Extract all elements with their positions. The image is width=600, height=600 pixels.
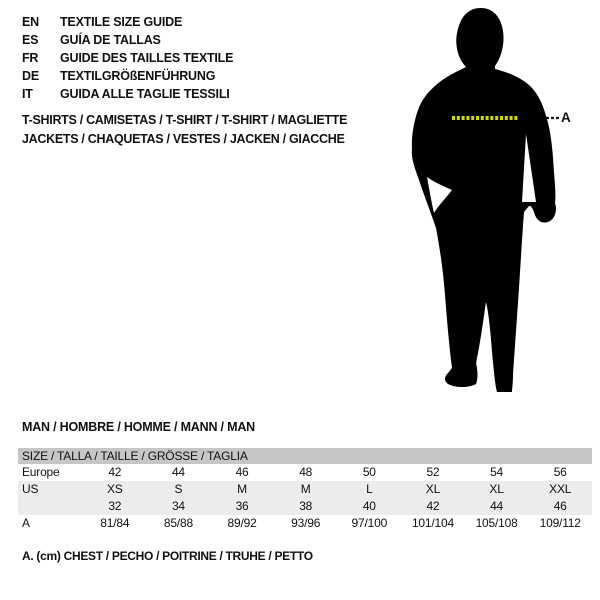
size-cell: XS: [83, 481, 147, 498]
size-cell: 32: [83, 498, 147, 515]
size-cell: 97/100: [351, 516, 388, 530]
language-code: FR: [22, 51, 39, 65]
size-cell: 85/88: [163, 516, 193, 530]
size-table: [18, 448, 592, 532]
language-row-fr: [22, 49, 233, 67]
size-cell: XL: [401, 481, 465, 498]
size-cell: 42: [108, 465, 122, 479]
size-cell: 34: [147, 498, 211, 515]
size-cell: 40: [338, 498, 402, 515]
category-tshirts: T-SHIRTS / CAMISETAS / T-SHIRT / T-SHIRT / MAGLIETTE: [22, 113, 348, 127]
size-cell: 81/84: [100, 516, 130, 530]
language-row-de: [22, 67, 233, 85]
chest-footnote: A. (cm) CHEST / PECHO / POITRINE / TRUHE / PETTO: [22, 549, 313, 563]
size-cell: XXL: [528, 481, 592, 498]
language-label: GUIDA ALLE TAGLIE TESSILI: [60, 87, 230, 101]
size-table-header-row: [18, 448, 592, 464]
measurement-figure: [400, 5, 600, 400]
language-code: ES: [22, 33, 39, 47]
size-row-numeric: [18, 498, 592, 515]
size-cell: 36: [210, 498, 274, 515]
language-label: TEXTILE SIZE GUIDE: [60, 15, 183, 29]
size-row-europe: [18, 464, 592, 481]
size-cell: 101/104: [411, 516, 454, 530]
size-cell: 89/92: [227, 516, 257, 530]
size-cell: 48: [299, 465, 313, 479]
row-label: US: [18, 481, 83, 498]
language-label: TEXTILGRÖßENFÜHRUNG: [60, 69, 216, 83]
section-title-man: MAN / HOMBRE / HOMME / MANN / MAN: [22, 420, 255, 434]
size-cell: 56: [553, 465, 567, 479]
row-label: [18, 498, 83, 515]
size-cell: 50: [362, 465, 376, 479]
size-cell: 42: [401, 498, 465, 515]
size-cell: L: [338, 481, 402, 498]
size-cell: 46: [528, 498, 592, 515]
size-cell: M: [274, 481, 338, 498]
category-lines: [22, 111, 347, 149]
language-code: EN: [22, 15, 39, 29]
size-cell: 105/108: [475, 516, 518, 530]
size-cell: 109/112: [539, 516, 581, 530]
category-jackets: JACKETS / CHAQUETAS / VESTES / JACKEN / GIACCHE: [22, 132, 345, 146]
size-cell: M: [210, 481, 274, 498]
language-list: [22, 13, 233, 103]
language-code: IT: [22, 87, 33, 101]
measurement-label-a: A: [561, 110, 571, 125]
size-row-us: [18, 481, 592, 498]
size-cell: 93/96: [291, 516, 321, 530]
language-row-it: [22, 85, 233, 103]
row-label: Europe: [22, 465, 60, 479]
size-cell: XL: [465, 481, 529, 498]
size-cell: 54: [490, 465, 504, 479]
size-cell: S: [147, 481, 211, 498]
language-label: GUÍA DE TALLAS: [60, 33, 161, 47]
size-cell: 46: [235, 465, 249, 479]
language-row-en: [22, 13, 233, 31]
language-label: GUIDE DES TAILLES TEXTILE: [60, 51, 234, 65]
size-cell: 44: [171, 465, 185, 479]
size-table-header: SIZE / TALLA / TAILLE / GRÖSSE / TAGLIA: [18, 448, 592, 464]
size-cell: 38: [274, 498, 338, 515]
row-label: A: [22, 516, 30, 530]
language-code: DE: [22, 69, 39, 83]
size-cell: 44: [465, 498, 529, 515]
size-cell: 52: [426, 465, 440, 479]
size-row-chest: [18, 515, 592, 532]
language-row-es: [22, 31, 233, 49]
